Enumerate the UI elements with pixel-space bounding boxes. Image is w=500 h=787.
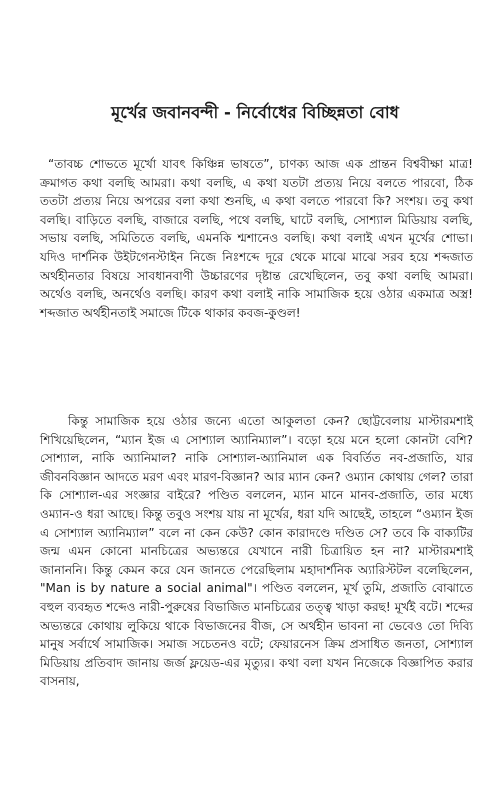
- paragraph-1: [40, 155, 473, 420]
- paragraph-2: [40, 412, 473, 782]
- chapter-title: মূর্খের জবানবন্দী - নির্বোধের বিচ্ছিন্নতা বোধ: [111, 103, 399, 122]
- paragraph-text: কিন্তু সামাজিক হয়ে ওঠার জন্যে এতো আকুলতা কেন? ছোট্টবেলায় মাস্টারমশাই শিখিয়েছিলেন, “ম্যান ইজ এ সোশ্যাল অ্যানিম্যাল”। বড়ো হয়ে মনে হলো কোনটা বেশি? সোশ্যাল, নাকি অ্যানিমাল? নাকি সোশ্যাল-অ্যানিমাল এক বিবর্তিত নব-প্রজাতি, যার জীবনবিজ্ঞান আদতে মরণ এবং মারণ-বিজ্ঞান? আর ম্যান কেন? ওম্যান কোথায় গেল? তারা কি সোশ্যাল-এর সংজ্ঞার বাইরে? পণ্ডিত বললেন, ম্যান মানে মানব-প্রজাতি, তার মধ্যে ওম্যান-ও ধরা আছে। কিন্তু তবুও সংশয় যায় না মূর্খের, ধরা যদি আছেই, তাহলে “ওম্যান ইজ এ সোশ্যাল অ্যানিম্যাল” বলে না কেন কেউ? কোন কারাদণ্ডে দণ্ডিত সে? তবে কি বাক্যটির জন্ম এমন কোনো মানচিত্রের অভ্যন্তরে যেখানে নারী চিত্রায়িত হন না? মাস্টারমশাই জানাননি। কিন্তু কেমন করে যেন জানতে পেরেছিলাম মহাদার্শনিক অ্যারিস্টটল বলেছিলেন, "Man is by nature a social animal"। পণ্ডিত বললেন, মূর্খ তুমি, প্রজাতি বোঝাতে বহুল ব্যবহৃত শব্দেও নারী-পুরুষের বিভাজিত মানচিত্রের তত্ত্ব খাড়া করছ! মূর্খই বটে। শব্দের অভ্যন্তরে কোথায় লুকিয়ে থাকে বিভাজনের বীজ, সে অর্থহীন ভাবনা না ভেবেও তো দিব্যি মানুষ সর্বার্থে সামাজিক। সমাজ সচেতনও বটে; ফেয়ারনেস ক্রিম প্রসাধিত জনতা, সোশ্যাল মিডিয়ায় প্রতিবাদ জানায় জর্জ ফ্লয়েড-এর মৃত্যুর। কথা বলা যখন নিজেকে বিজ্ঞাপিত করার বাসনায়,: [40, 414, 473, 689]
- paragraph-text: “তাবচ্চ শোভতে মূর্খো যাবৎ কিঞ্চিন্ন ভাষতে”, চাণক্য আজ এক প্রান্তন বিশ্ববীক্ষা মাত্র! ক্রমাগত কথা বলছি আমরা। কথা বলছি, এ কথা যতটা প্রত্যয় নিয়ে বলতে পারবো, ঠিক ততটা প্রত্যয় নিয়ে অপরের বলা কথা শুনছি, এ কথা বলতে পারবো কি? সংশয়। তবু কথা বলছি। বাড়িতে বলছি, বাজারে বলছি, পথে বলছি, ঘাটে বলছি, সোশ্যাল মিডিয়ায় বলছি, সভায় বলছি, সমিতিতে বলছি, এমনকি শ্মশানেও বলছি। কথা বলাই এখন মূর্খের শোভা। যদিও দার্শনিক উইটগেনস্টাইন নিজে নিঃশব্দে দূরে থেকে মাঝে মাঝে সরব হয়ে শব্দজাত অর্থহীনতার বিষয়ে সাবধানবাণী উচ্চারণের দৃষ্টান্ত রেখেছিলেন, তবু কথা বলছি আমরা। অর্থেও বলছি, অনর্থেও বলছি। কারণ কথা বলাই নাকি সামাজিক হয়ে ওঠার একমাত্র অস্ত্র! শব্দজাত অর্থহীনতাই সমাজে টিকে থাকার কবজ-কুণ্ডল!: [40, 157, 473, 320]
